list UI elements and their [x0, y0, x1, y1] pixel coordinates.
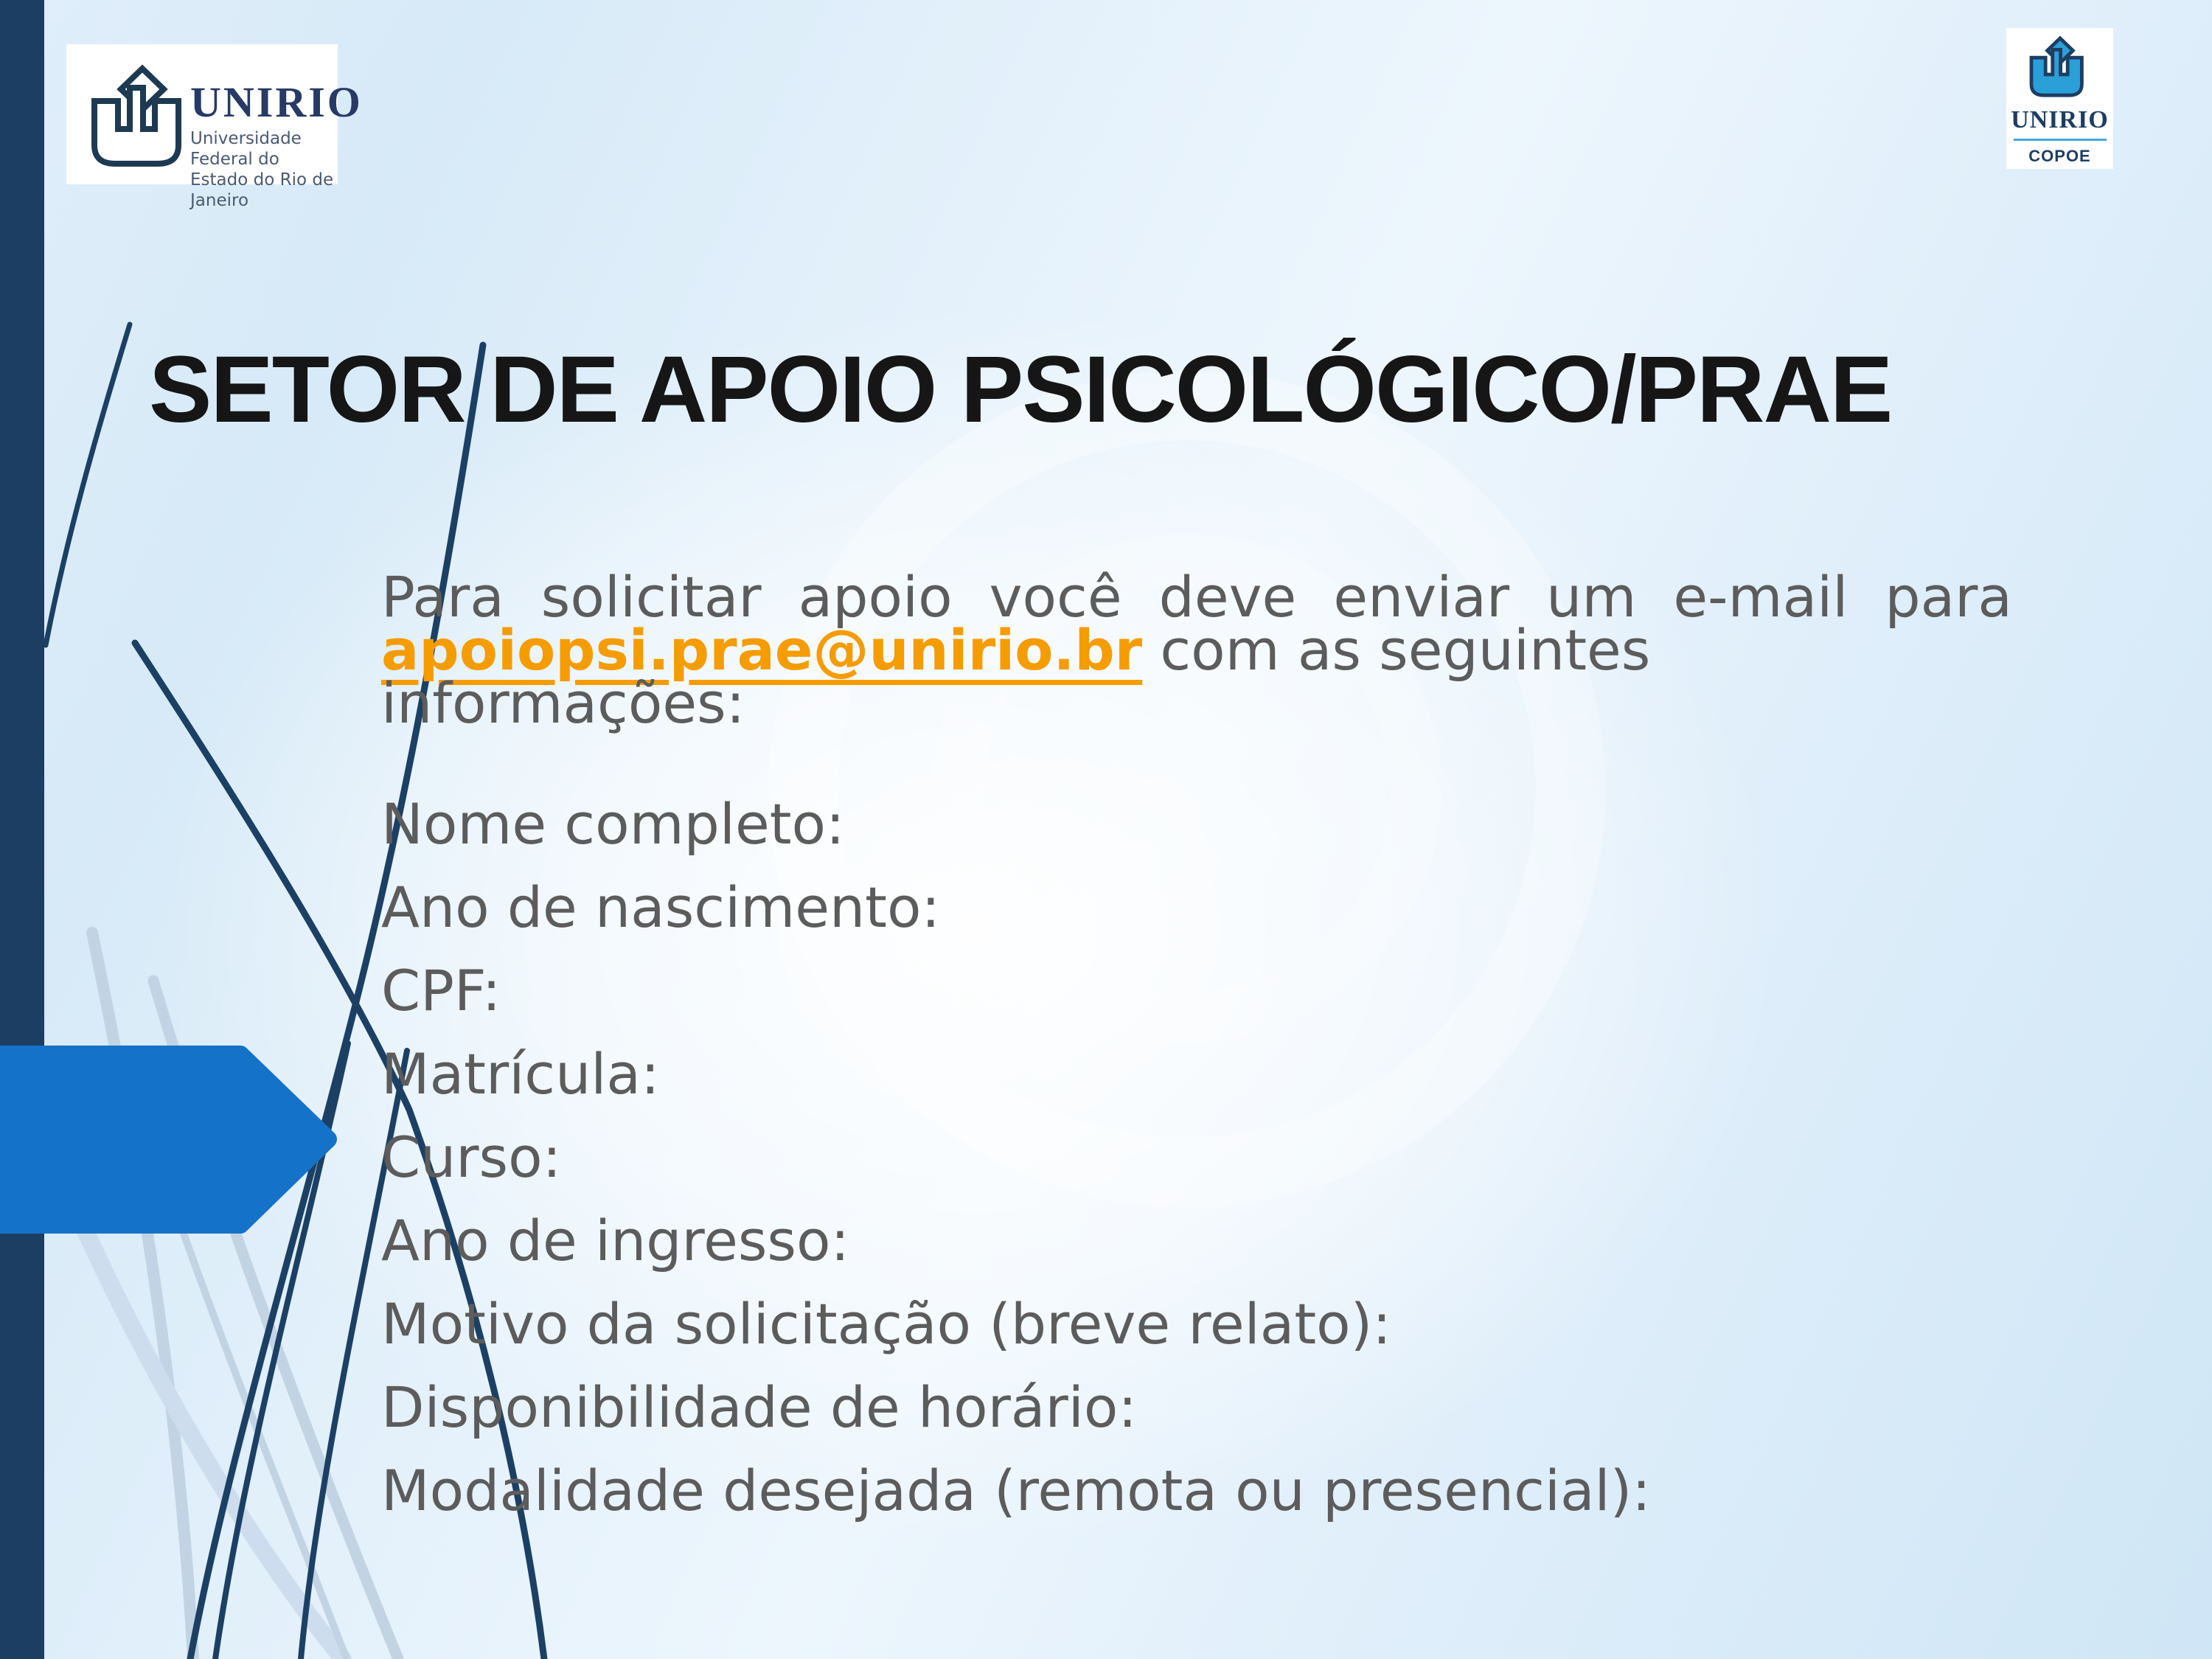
field-label: Matrícula: — [381, 1041, 660, 1107]
field-label: Ano de ingresso: — [381, 1208, 850, 1273]
field-label: Modalidade desejada (remota ou presencial): — [381, 1458, 1651, 1523]
intro-line1: Para solicitar apoio você deve enviar um e-mail para — [381, 564, 2012, 630]
unirio-copoe-logo — [2006, 28, 2113, 169]
unirio-logo-subtitle-line1: Universidade Federal do — [190, 129, 302, 169]
unirio-logo-subtitle-line2: Estado do Rio de Janeiro — [190, 170, 334, 210]
intro-paragraph — [381, 564, 2012, 736]
field-label: CPF: — [381, 958, 501, 1023]
copoe-logo-divider — [2014, 139, 2107, 141]
intro-after-email: com as seguintes informações: — [381, 617, 1651, 736]
unirio-logo-left — [66, 44, 363, 210]
copoe-logo-name: UNIRIO — [2011, 106, 2109, 133]
unirio-u-mark-blue-icon — [2027, 34, 2093, 102]
field-label: Disponibilidade de horário: — [381, 1374, 1137, 1440]
field-label: Motivo da solicitação (breve relato): — [381, 1291, 1391, 1357]
slide-title: SETOR DE APOIO PSICOLÓGICO/PRAE — [149, 337, 1892, 442]
field-label: Nome completo: — [381, 791, 845, 857]
unirio-logo-name: UNIRIO — [190, 78, 363, 126]
field-label: Curso: — [381, 1124, 562, 1190]
intro-line2 — [381, 617, 1650, 736]
fields-list — [381, 782, 1651, 1532]
copoe-logo-unit: COPOE — [2028, 147, 2091, 165]
field-label: Ano de nascimento: — [381, 874, 941, 940]
unirio-u-mark-icon — [87, 63, 198, 173]
email-link[interactable]: apoiopsi.prae@unirio.br — [381, 617, 1143, 683]
